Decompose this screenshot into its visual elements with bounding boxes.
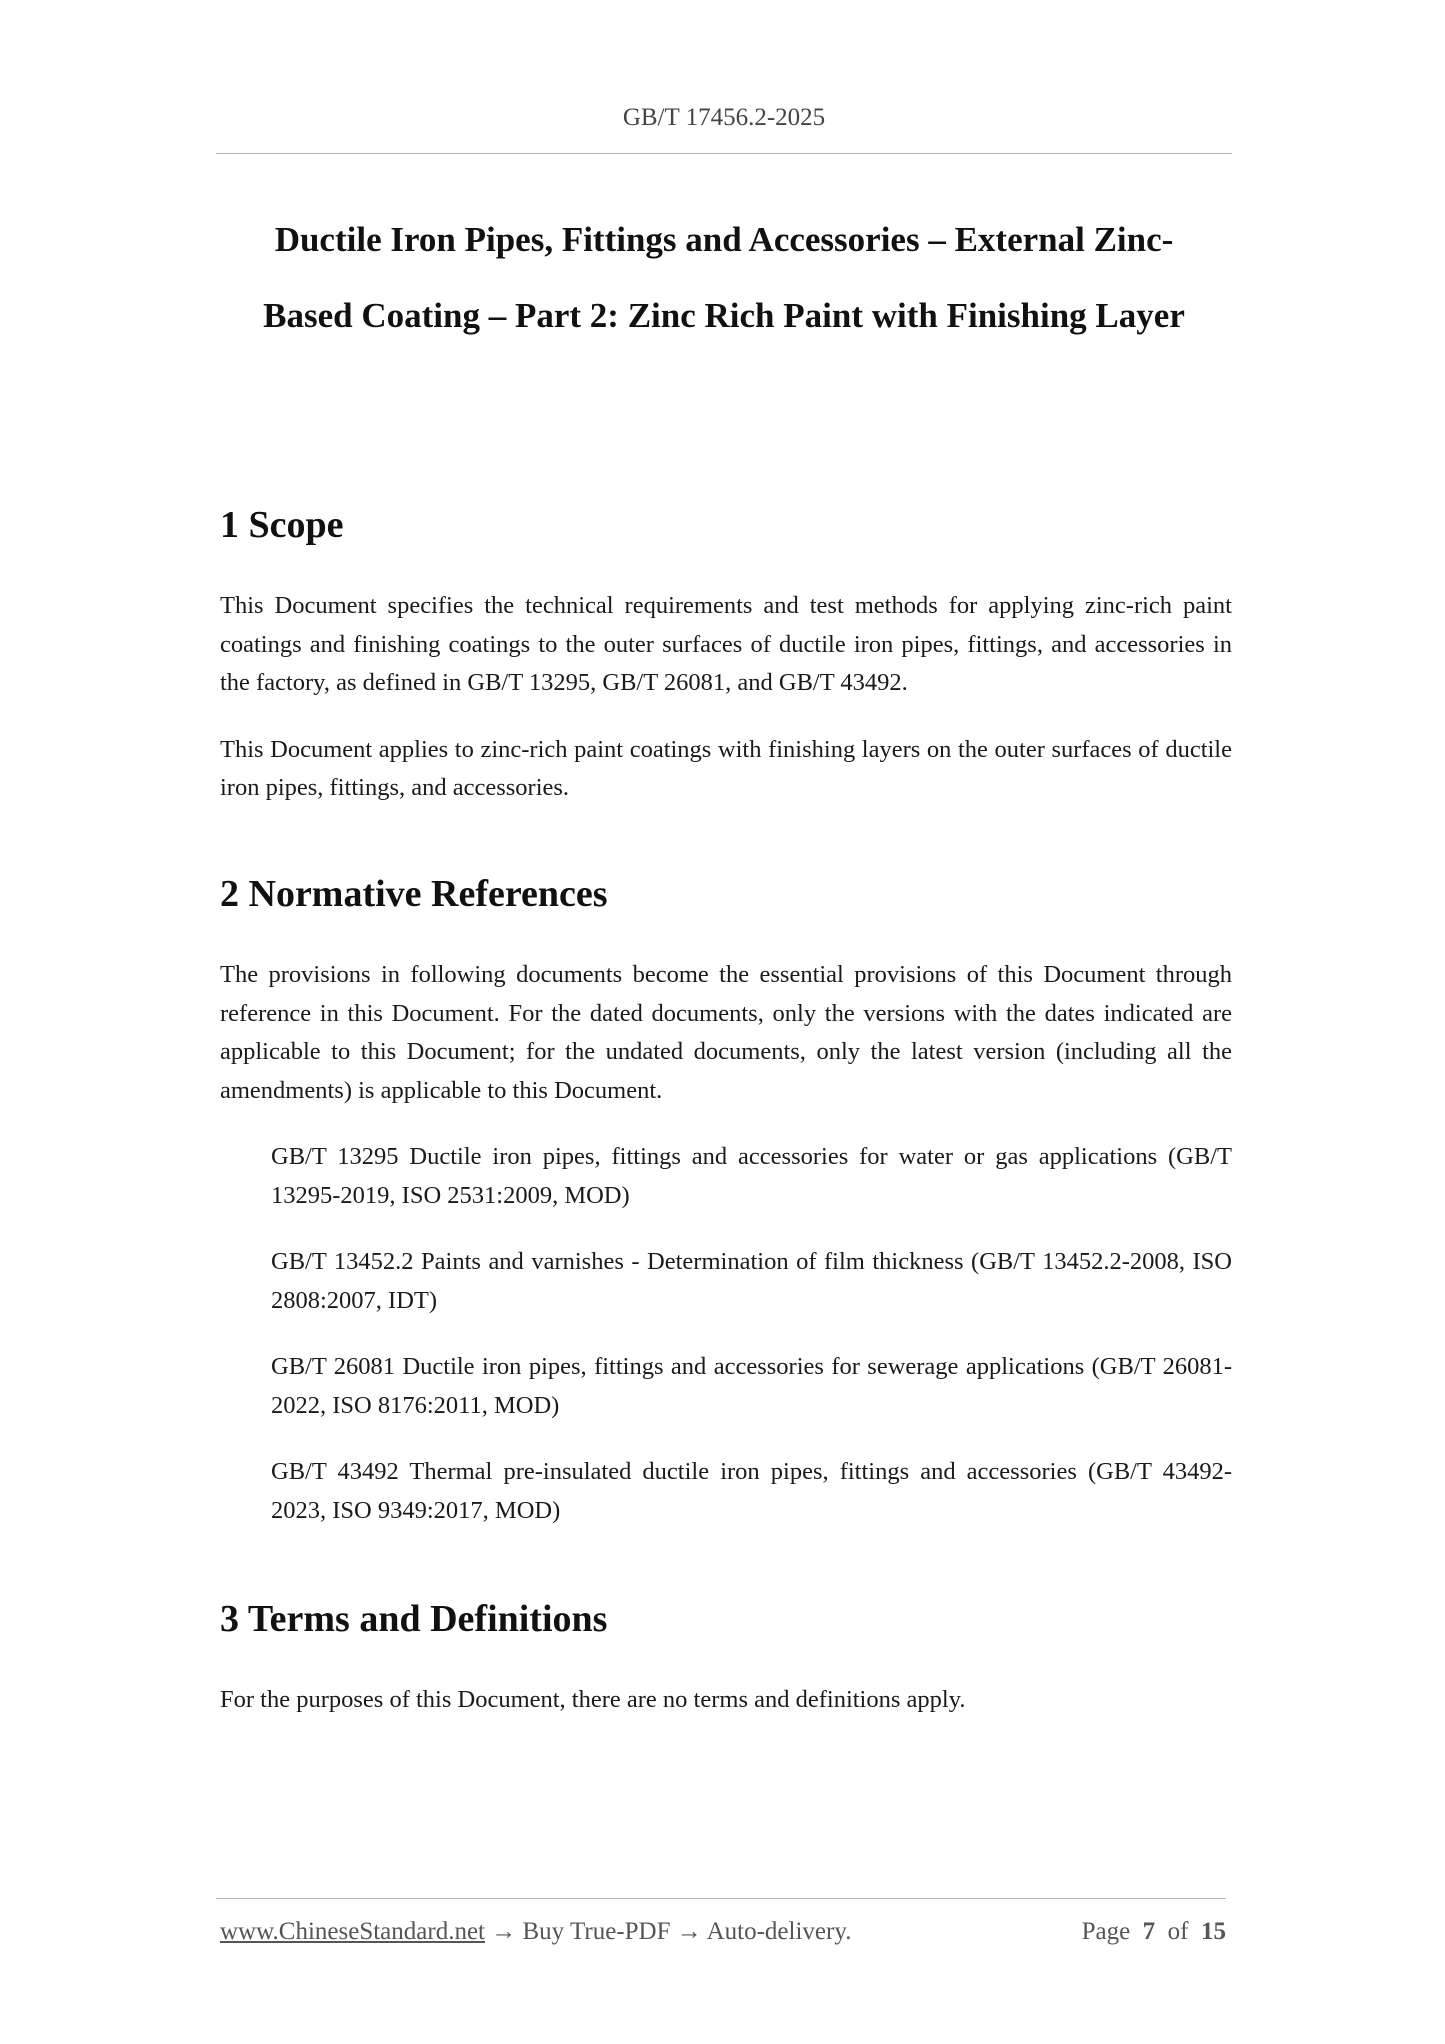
page-footer bbox=[220, 1918, 1226, 1946]
page-current: 7 bbox=[1142, 1918, 1156, 1945]
reference-item: GB/T 26081 Ductile iron pipes, fittings and accessories for sewerage applications (GB/T 26081-2022, ISO 8176:2011, MOD) bbox=[271, 1353, 1232, 1419]
reference-item: GB/T 43492 Thermal pre-insulated ductile iron pipes, fittings and accessories (GB/T 43492-2023, ISO 9349:2017, MOD) bbox=[271, 1458, 1232, 1524]
section-normative-references bbox=[220, 872, 1232, 1530]
document-title-line-1: Ductile Iron Pipes, Fittings and Accessories – External Zinc- bbox=[274, 220, 1174, 259]
page-label: Page bbox=[1081, 1918, 1131, 1945]
section-heading-scope: 1 Scope bbox=[220, 504, 344, 546]
document-title-line-2: Based Coating – Part 2: Zinc Rich Paint with Finishing Layer bbox=[263, 296, 1185, 335]
header-divider bbox=[216, 153, 1232, 154]
footer-promo-text: → Buy True-PDF → Auto-delivery. bbox=[485, 1918, 852, 1945]
footer-promo bbox=[220, 1918, 851, 1946]
page-header-standard-code: GB/T 17456.2-2025 bbox=[622, 104, 826, 131]
chinese-standard-link[interactable]: www.ChineseStandard.net bbox=[220, 1918, 485, 1945]
section-heading-terms-and-definitions: 3 Terms and Definitions bbox=[220, 1598, 608, 1640]
terms-paragraph: For the purposes of this Document, there are no terms and definitions apply. bbox=[220, 1686, 966, 1713]
footer-divider bbox=[216, 1898, 1226, 1899]
reference-item: GB/T 13452.2 Paints and varnishes - Determination of film thickness (GB/T 13452.2-2008, ISO 2808:2007, IDT) bbox=[271, 1248, 1232, 1314]
page-of-label: of bbox=[1167, 1918, 1189, 1945]
reference-item: GB/T 13295 Ductile iron pipes, fittings and accessories for water or gas applications (GB/T 13295-2019, ISO 2531:2009, MOD) bbox=[271, 1143, 1232, 1209]
section-scope bbox=[220, 503, 1232, 808]
document-title bbox=[216, 202, 1232, 354]
normative-intro-paragraph: The provisions in following documents become the essential provisions of this Document through reference in this Document. For the dated documents, only the versions with the dates indicated are applicable to this Document; for the undated documents, only the latest version (including all the amendments) is applicable to this Document. bbox=[220, 961, 1232, 1104]
section-heading-normative-references: 2 Normative References bbox=[220, 873, 608, 915]
scope-paragraph-1: This Document specifies the technical requirements and test methods for applying zinc-rich paint coatings and finishing coatings to the outer surfaces of ductile iron pipes, fittings, and accessories in the factory, as defined in GB/T 13295, GB/T 26081, and GB/T 43492. bbox=[220, 592, 1232, 696]
page-number bbox=[1082, 1918, 1226, 1946]
section-terms-and-definitions bbox=[220, 1597, 1232, 1720]
page-total: 15 bbox=[1201, 1918, 1226, 1945]
scope-paragraph-2: This Document applies to zinc-rich paint coatings with finishing layers on the outer surfaces of ductile iron pipes, fittings, and accessories. bbox=[220, 735, 1232, 801]
